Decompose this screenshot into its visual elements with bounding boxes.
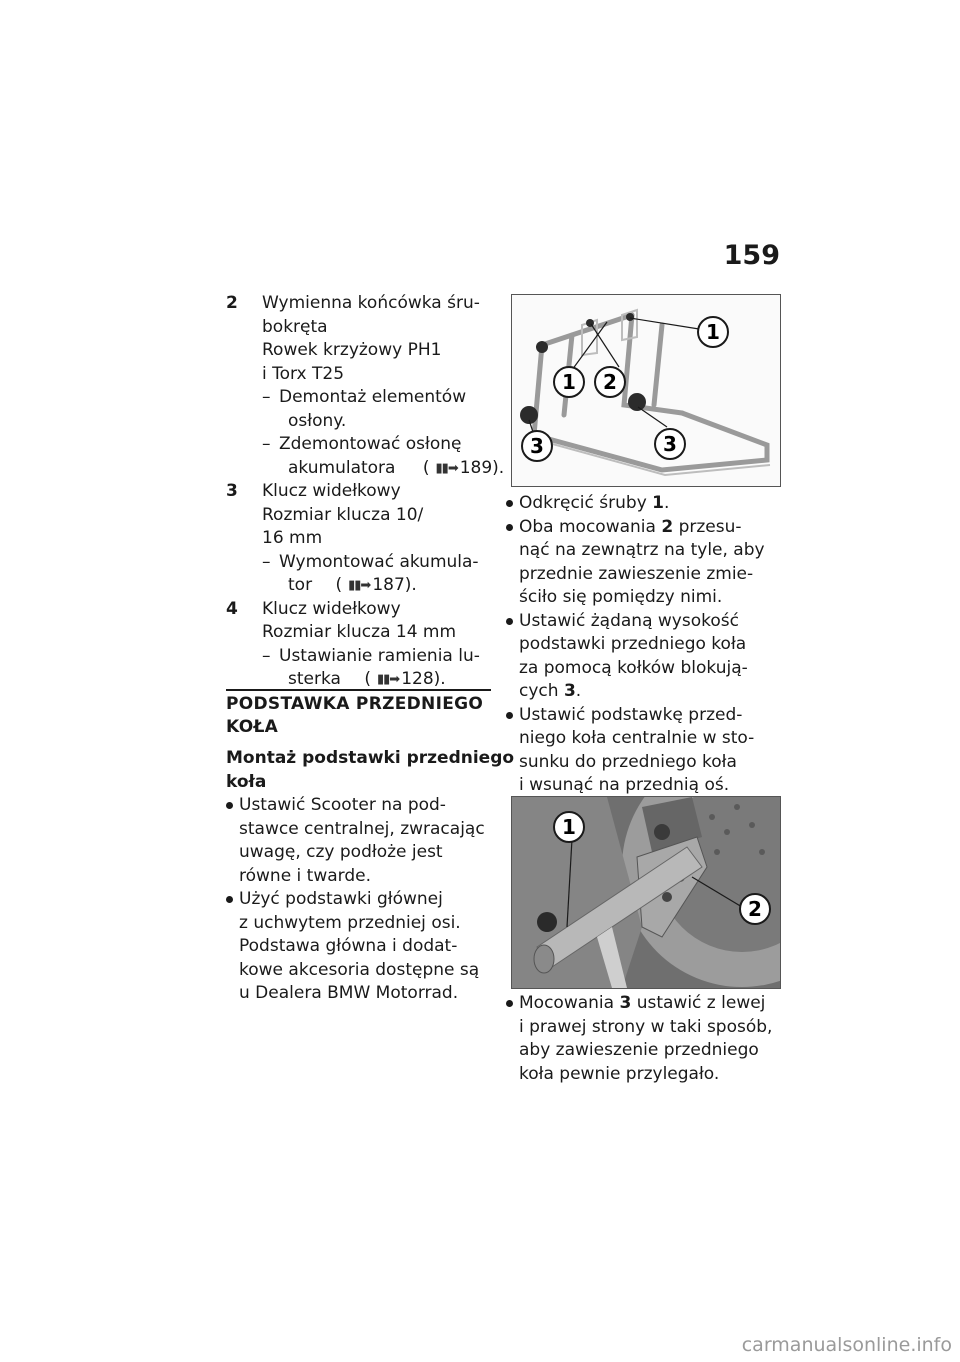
list-item — [506, 704, 786, 798]
tool-text: Klucz widełkowy — [262, 598, 401, 619]
tool-list — [226, 292, 505, 692]
step-text: Wymontować akumula- — [279, 551, 479, 572]
ref-page: 189). — [459, 457, 505, 478]
list-item — [506, 610, 786, 704]
callout-label: 3 — [530, 434, 544, 458]
ref-page: 128). — [401, 669, 446, 689]
list-item — [226, 888, 496, 1006]
dash: – — [262, 434, 271, 454]
callout-ref: 1 — [652, 493, 665, 513]
page-reference[interactable] — [317, 575, 416, 595]
dash: – — [262, 551, 271, 572]
section-title — [226, 693, 494, 739]
tool-text: Klucz widełkowy — [262, 481, 401, 501]
right-bullet-list-2 — [506, 992, 786, 1086]
list-text: i prawej strony w taki sposób, — [519, 1016, 773, 1037]
tool-number: 4 — [226, 598, 238, 619]
list-text: aby zawieszenie przedniego — [519, 1040, 759, 1060]
ref-paren: ( — [364, 669, 371, 689]
list-text: i wsunąć na przednią oś. — [519, 775, 730, 795]
fork-mount-figure — [511, 796, 781, 989]
list-text: podstawki przedniego koła — [519, 634, 747, 654]
list-item — [506, 992, 786, 1086]
list-text: Ustawić Scooter na pod- — [239, 795, 446, 815]
list-text: sunku do przedniego koła — [519, 751, 737, 772]
callout-label: 2 — [748, 897, 762, 921]
tool-text: i Torx T25 — [262, 363, 345, 384]
list-text: Ustawić żądaną wysokość — [519, 610, 739, 631]
list-text: Użyć podstawki głównej — [239, 889, 443, 909]
bullet-icon — [506, 524, 513, 531]
step-item — [262, 386, 496, 433]
step-item — [262, 551, 496, 598]
tool-item — [226, 480, 496, 598]
subsection-title-line: Montaż podstawki przedniego — [226, 748, 515, 768]
right-bullet-list — [506, 492, 786, 798]
callout-label: 1 — [706, 320, 720, 344]
page-reference[interactable] — [346, 669, 445, 689]
tool-text: Wymienna końcówka śru- — [262, 293, 480, 313]
dash: – — [262, 387, 271, 407]
callout-label: 1 — [562, 815, 576, 839]
list-text: . — [664, 493, 670, 513]
arrow-right-icon: ▮▮➡ — [348, 578, 371, 593]
left-bullet-list — [226, 794, 496, 1006]
tool-item — [226, 292, 505, 480]
bullet-icon — [226, 802, 233, 809]
front-stand-figure — [511, 294, 781, 487]
list-text: niego koła centralnie w sto- — [519, 728, 755, 748]
bullet-icon — [506, 500, 513, 507]
list-text: nąć na zewnątrz na tyle, aby — [519, 540, 765, 560]
bullet-icon — [506, 618, 513, 625]
step-text: osłony. — [288, 410, 347, 431]
arrow-right-icon: ▮▮➡ — [435, 460, 458, 476]
step-text: Demontaż elementów — [279, 387, 467, 407]
dash: – — [262, 645, 271, 666]
page-number: 159 — [723, 240, 780, 271]
step-text: sterka — [288, 669, 341, 689]
callout-label: 2 — [603, 370, 617, 394]
bullet-icon — [226, 896, 233, 903]
step-text: Zdemontować osłonę — [279, 434, 462, 454]
section-title-line: KOŁA — [226, 717, 279, 737]
subsection-title-line: koła — [226, 772, 267, 792]
tool-text: Rozmiar klucza 14 mm — [262, 622, 457, 642]
list-text: Oba mocowania — [519, 516, 662, 537]
subsection-title — [226, 746, 515, 794]
list-item — [506, 516, 786, 610]
tool-item — [226, 598, 496, 692]
callout-label: 3 — [663, 432, 677, 456]
bullet-icon — [506, 712, 513, 719]
bullet-icon — [506, 1000, 513, 1007]
list-text: koła pewnie przylegało. — [519, 1063, 720, 1084]
list-text: przesu- — [673, 516, 742, 537]
fork-mount-illustration — [512, 797, 780, 988]
tool-number: 2 — [226, 293, 238, 313]
list-item — [226, 794, 496, 888]
step-item — [262, 645, 496, 692]
ref-paren: ( — [422, 457, 430, 478]
list-text: Podstawa główna i dodat- — [239, 936, 458, 956]
list-text: Mocowania — [519, 993, 620, 1013]
list-text: Ustawić podstawkę przed- — [519, 704, 743, 725]
list-text: z uchwytem przedniej osi. — [239, 912, 461, 933]
watermark: carmanualsonline.info — [741, 1334, 952, 1356]
list-text: ściło się pomiędzy nimi. — [519, 587, 723, 607]
list-text: cych — [519, 681, 564, 701]
front-stand-illustration — [512, 295, 780, 486]
list-text: za pomocą kołków blokują- — [519, 657, 748, 678]
list-text: Odkręcić śruby — [519, 493, 653, 513]
step-item — [262, 433, 505, 480]
tool-number: 3 — [226, 481, 238, 501]
list-text: kowe akcesoria dostępne są — [239, 959, 480, 980]
tool-text: Rozmiar klucza 10/ — [262, 504, 424, 525]
section-title-line: PODSTAWKA PRZEDNIEGO — [226, 694, 484, 714]
tool-text: bokręta — [262, 316, 328, 337]
tool-text: 16 mm — [262, 528, 323, 548]
list-text: przednie zawieszenie zmie- — [519, 563, 754, 584]
callout-ref: 3 — [619, 993, 632, 1013]
callout-label: 1 — [562, 370, 576, 394]
page-reference[interactable] — [401, 458, 504, 478]
section-divider — [226, 689, 491, 691]
step-text: tor — [288, 575, 313, 595]
arrow-right-icon: ▮▮➡ — [376, 672, 400, 687]
list-text: u Dealera BMW Motorrad. — [239, 983, 459, 1003]
callout-ref: 3 — [563, 681, 576, 701]
list-text: uwagę, czy podłoże jest — [239, 842, 443, 862]
ref-paren: ( — [335, 575, 343, 595]
step-text: akumulatora — [288, 457, 396, 478]
list-text: ustawić z lewej — [631, 993, 766, 1013]
callout-ref: 2 — [661, 516, 674, 537]
list-text: równe i twarde. — [239, 865, 372, 886]
ref-page: 187). — [372, 575, 417, 595]
list-text: stawce centralnej, zwracając — [239, 818, 485, 839]
tool-text: Rowek krzyżowy PH1 — [262, 340, 442, 360]
list-text: . — [575, 681, 582, 701]
list-item — [506, 492, 786, 516]
step-text: Ustawianie ramienia lu- — [279, 645, 480, 666]
